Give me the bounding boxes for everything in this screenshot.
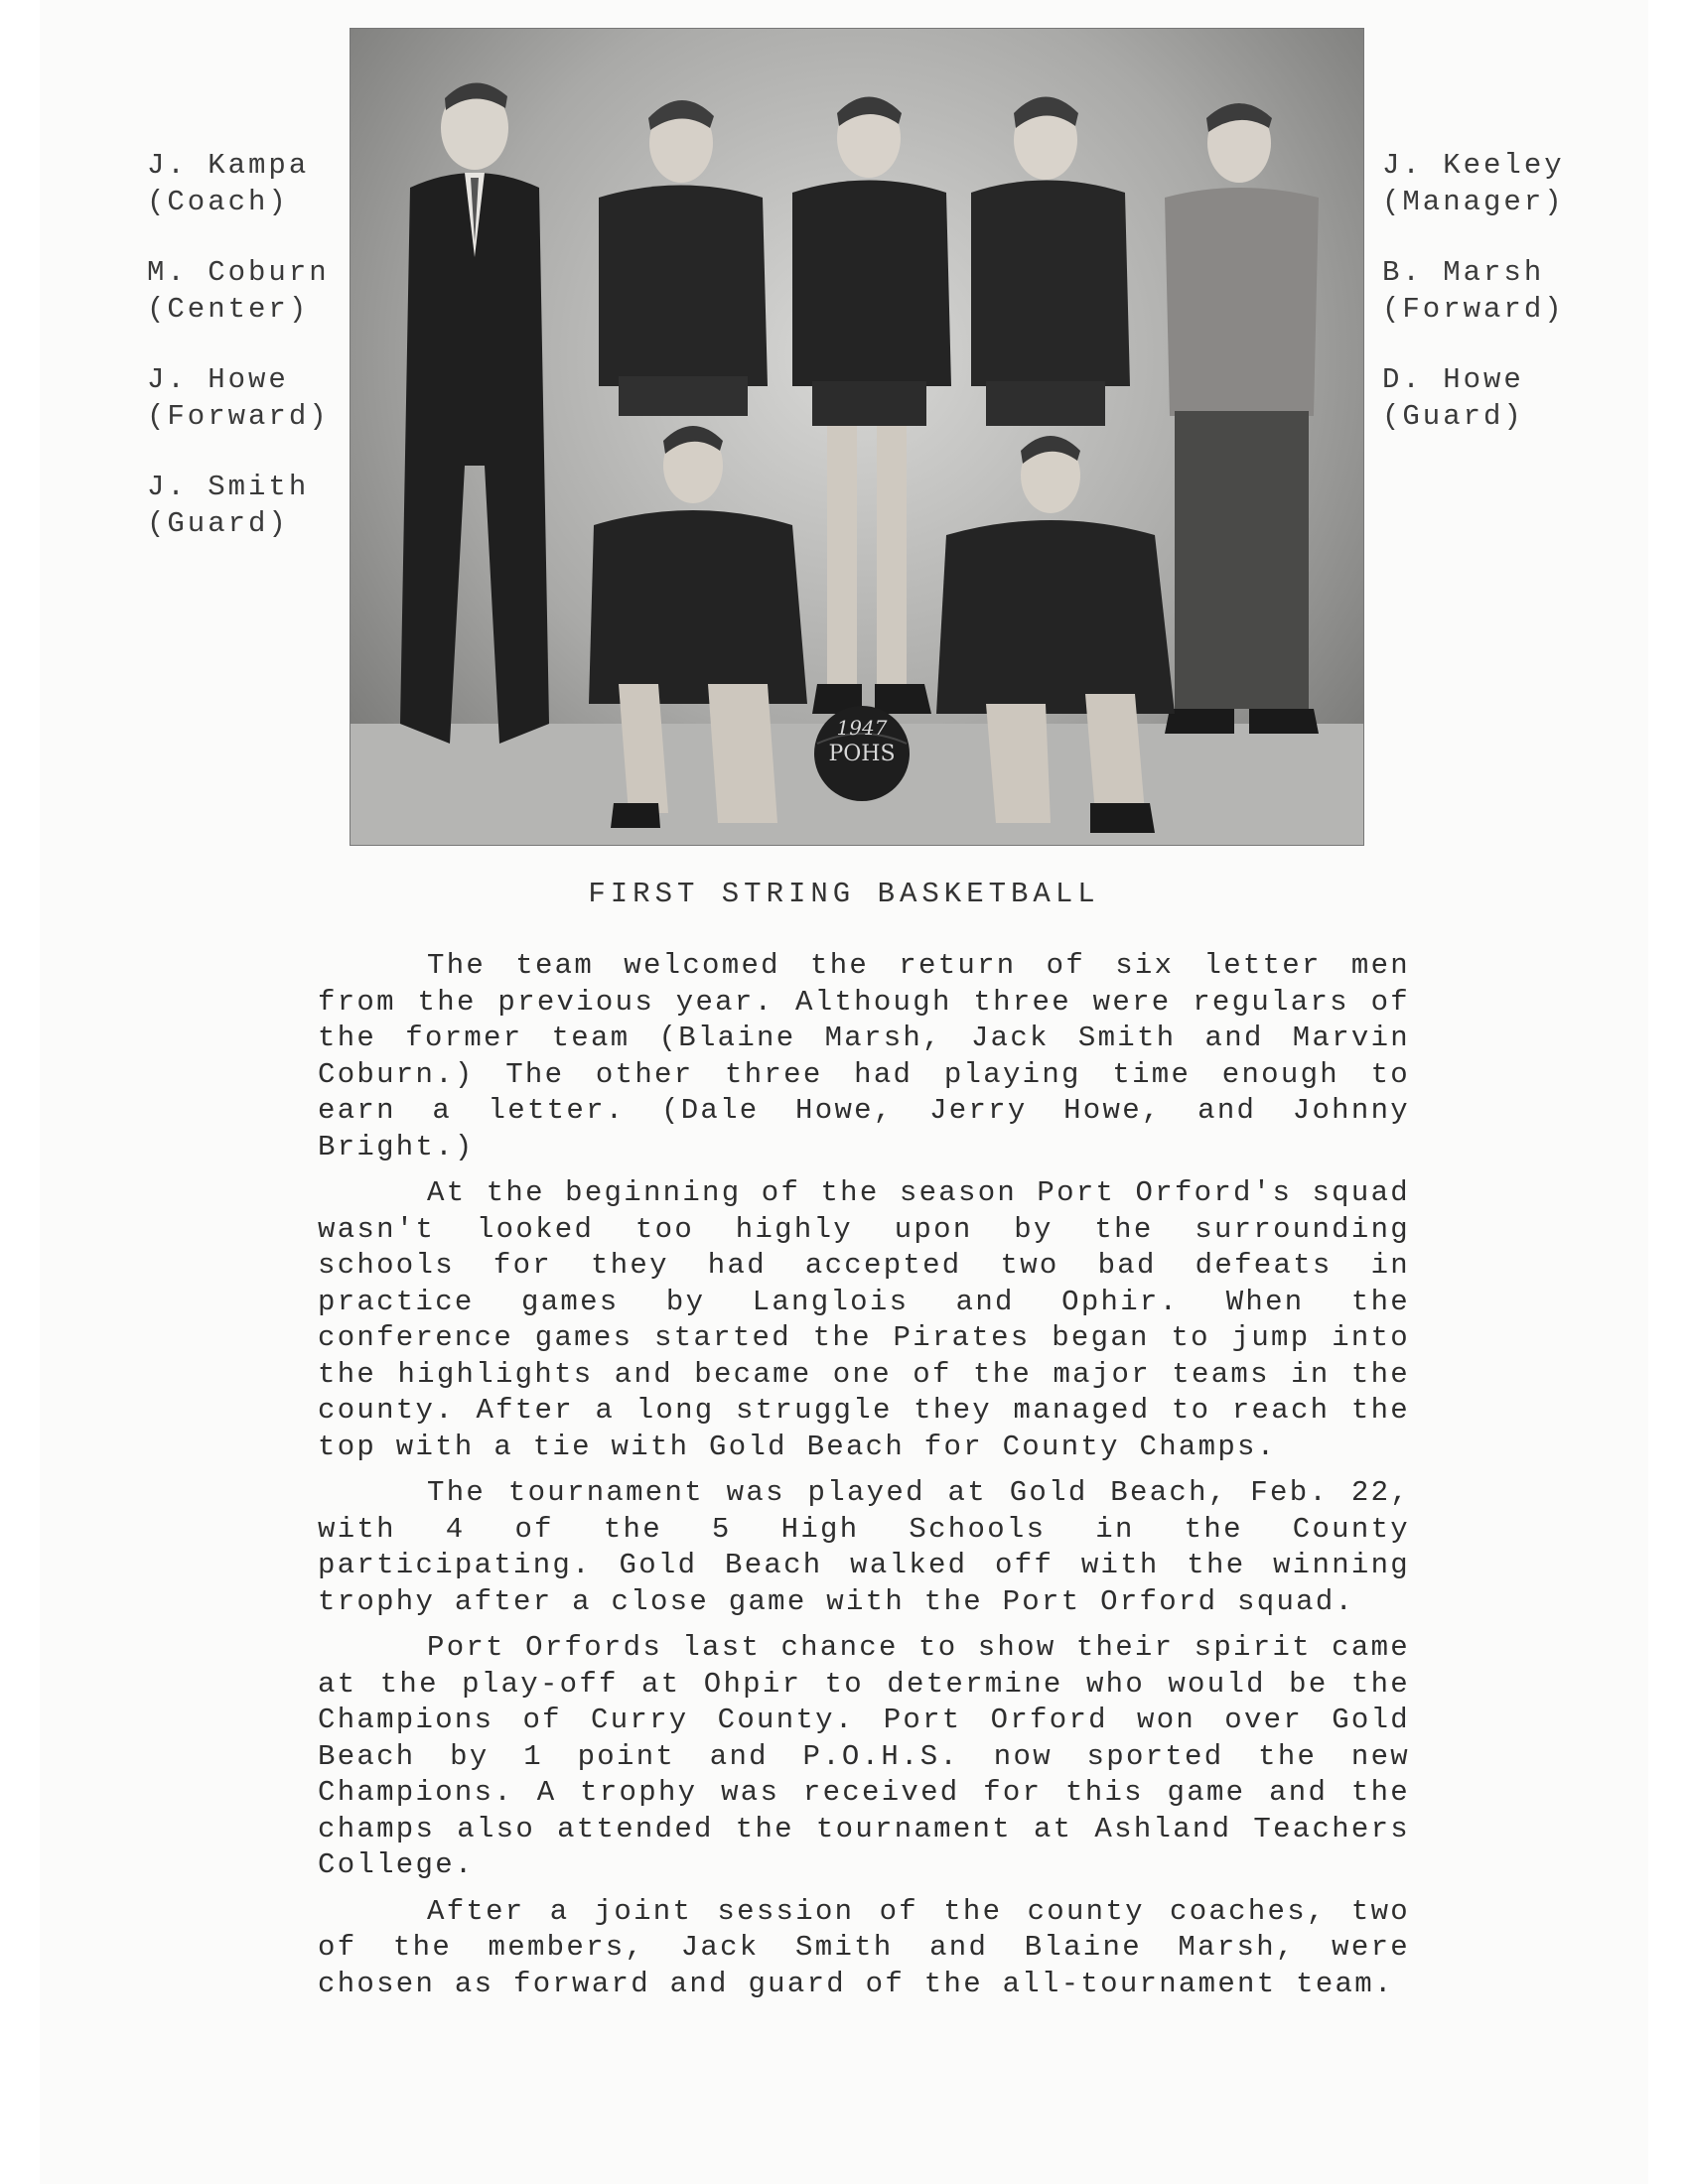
caption-name: D. Howe — [1382, 363, 1524, 396]
caption-name: J. Kampa — [147, 149, 310, 182]
caption-guard-right — [1382, 361, 1565, 435]
right-captions — [1382, 147, 1565, 469]
caption-role: (Forward) — [1382, 293, 1565, 326]
person-coach — [400, 82, 549, 744]
person-player-2 — [792, 97, 951, 715]
paragraph: After a joint session of the county coaches, two of the members, Jack Smith and Blaine Marsh, were chosen as forward and guard of the all-tournament team. — [318, 1894, 1410, 2000]
caption-role: (Manager) — [1382, 186, 1565, 218]
paragraph: At the beginning of the season Port Orford's squad wasn't looked too highly upon by the surrounding schools for they had accepted two bad defeats in practice games by Langlois and Ophir. When the conference games started the Pirates began to jump into the highlights and became one of the major teams in the county. After a long struggle they managed to reach the top with a tie with Gold Beach for County Champs. — [318, 1176, 1410, 1463]
caption-guard-left — [147, 469, 330, 542]
caption-name: J. Keeley — [1382, 149, 1565, 182]
caption-name: B. Marsh — [1382, 256, 1545, 289]
paragraph: The tournament was played at Gold Beach, Feb. 22, with 4 of the 5 High Schools in the County participating. Gold Beach walked off with the winning trophy after a close game with the Port Orford squad. — [318, 1476, 1410, 1618]
ball-school-text: POHS — [828, 742, 896, 766]
article-body — [318, 948, 1410, 2012]
left-captions — [147, 147, 330, 576]
caption-role: (Forward) — [147, 400, 330, 433]
caption-role: (Guard) — [1382, 400, 1524, 433]
paragraph: The team welcomed the return of six letter men from the previous year. Although three were regulars of the former team (Blaine Marsh, Jack Smith and Marvin Coburn.) The other three had playing time enough to earn a letter. (Dale Howe, Jerry Howe, and Johnny Bright.) — [318, 949, 1410, 1163]
caption-name: J. Smith — [147, 471, 310, 503]
caption-name: M. Coburn — [147, 256, 330, 289]
caption-center — [147, 254, 330, 328]
caption-name: J. Howe — [147, 363, 289, 396]
caption-manager — [1382, 147, 1565, 220]
page-title: FIRST STRING BASKETBALL — [588, 878, 1100, 910]
caption-forward-right — [1382, 254, 1565, 328]
paragraph: Port Orfords last chance to show their spirit came at the play-off at Ohpir to determine who would be the Champions of Curry County. Port Orford won over Gold Beach by 1 point and P.O.H.S. now sported the new Champions. A trophy was received for this game and the champs also attended the tournament at Ashland Teachers College. — [318, 1631, 1410, 1881]
person-player-1 — [599, 100, 768, 416]
caption-coach — [147, 147, 330, 220]
person-player-3 — [971, 97, 1130, 427]
caption-role: (Center) — [147, 293, 310, 326]
team-photo — [350, 28, 1364, 846]
caption-role: (Coach) — [147, 186, 289, 218]
person-manager — [1165, 103, 1319, 734]
ball-year-text: 1947 — [836, 716, 888, 740]
caption-role: (Guard) — [147, 507, 289, 540]
caption-forward-left — [147, 361, 330, 435]
